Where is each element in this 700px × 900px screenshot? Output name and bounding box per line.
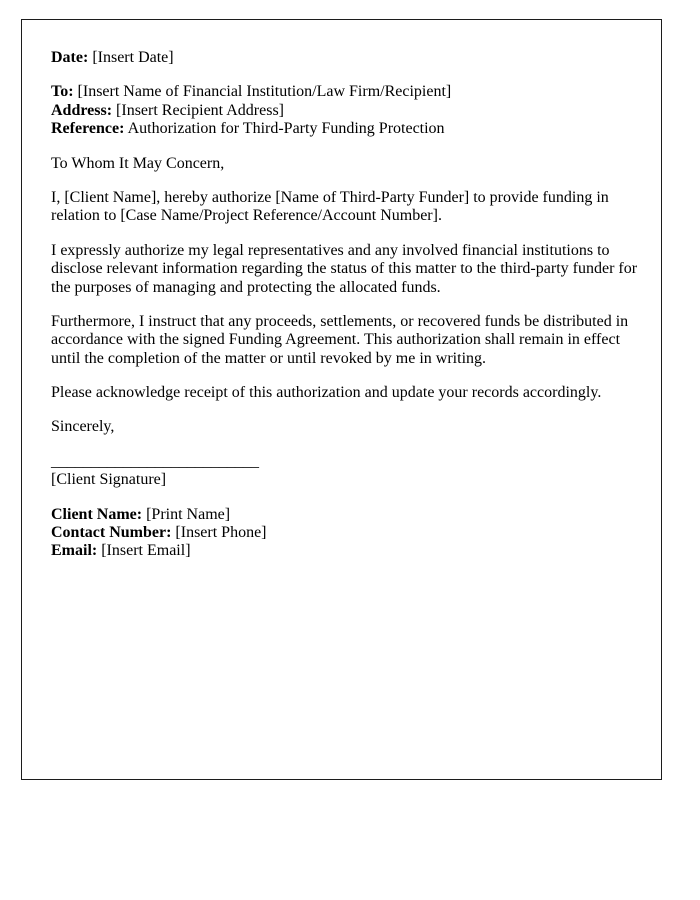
date-line xyxy=(51,49,641,67)
address-label: Address: xyxy=(51,101,113,119)
contact-number-value: [Insert Phone] xyxy=(175,524,267,542)
letter-page-frame xyxy=(21,19,662,780)
to-label: To: xyxy=(51,83,74,101)
email-value: [Insert Email] xyxy=(101,542,191,560)
paragraph-disclosure: I expressly authorize my legal representatives and any involved financial institutions to disclose relevant information regarding the status of this matter to the third-party funder for the purposes of managing and protecting the allocated funds. xyxy=(51,241,638,296)
recipient-block xyxy=(51,83,641,138)
paragraph-acknowledge: Please acknowledge receipt of this authorization and update your records accordingly. xyxy=(51,384,602,402)
date-value: [Insert Date] xyxy=(92,49,174,66)
client-name-label: Client Name: xyxy=(51,505,143,523)
paragraph-authorization: I, [Client Name], hereby authorize [Name of Third-Party Funder] to provide funding in relation to [Case Name/Project Reference/Account Number]. xyxy=(51,188,609,225)
email-label: Email: xyxy=(51,542,98,560)
letter-body xyxy=(22,20,661,561)
client-name-value: [Print Name] xyxy=(146,505,231,523)
signer-details-block xyxy=(51,506,641,561)
signature-block xyxy=(51,453,641,490)
paragraph-distribution: Furthermore, I instruct that any proceeds, settlements, or recovered funds be distributed in accordance with the signed Funding Agreement. This authorization shall remain in effect until the completion of the matter or until revoked by me in writing. xyxy=(51,312,629,367)
date-label: Date: xyxy=(51,49,89,66)
reference-label: Reference: xyxy=(51,120,125,138)
signature-caption: [Client Signature] xyxy=(51,471,167,489)
signature-line: __________________________ xyxy=(51,452,259,470)
reference-value: Authorization for Third-Party Funding Protection xyxy=(127,120,445,138)
to-value: [Insert Name of Financial Institution/Law Firm/Recipient] xyxy=(77,83,452,101)
closing: Sincerely, xyxy=(51,418,115,436)
address-value: [Insert Recipient Address] xyxy=(116,101,284,119)
salutation: To Whom It May Concern, xyxy=(51,154,225,172)
contact-number-label: Contact Number: xyxy=(51,524,172,542)
